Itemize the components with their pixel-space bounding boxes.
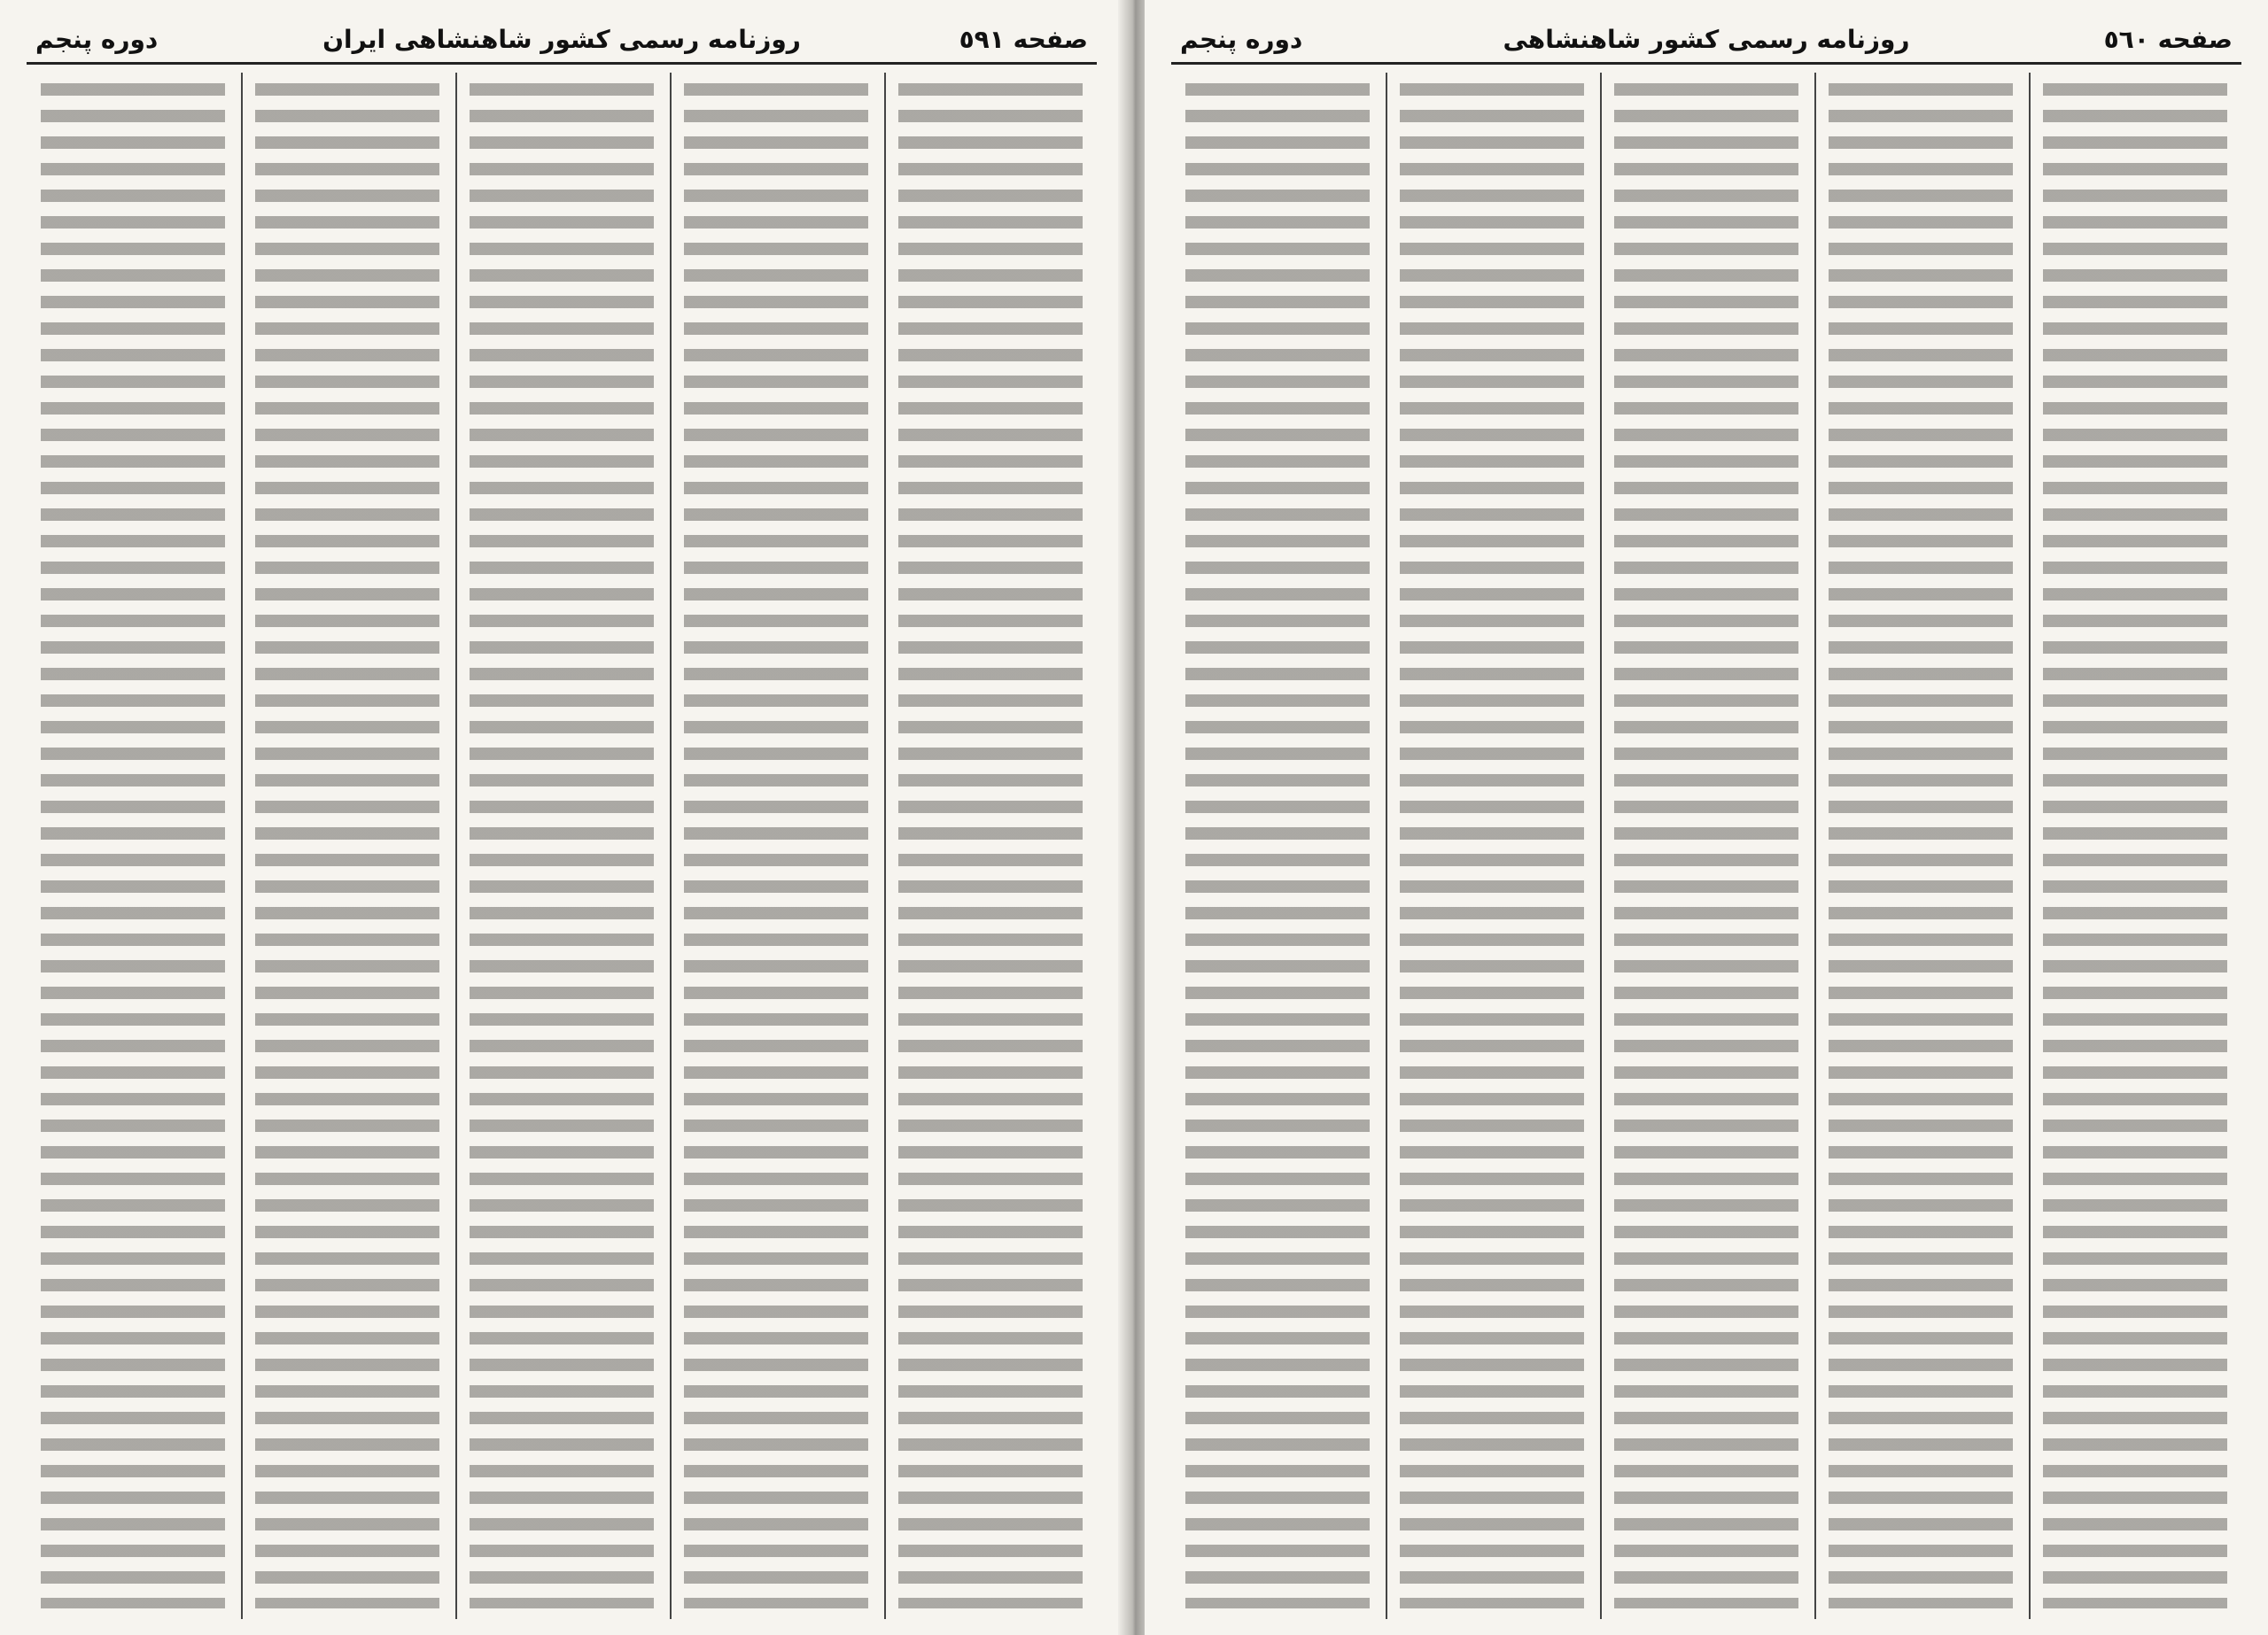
text-column [1814, 73, 2025, 1619]
text-column [28, 73, 237, 1619]
text-column [1386, 73, 1596, 1619]
left-period: دوره پنجم [35, 25, 159, 54]
left-page-number: صفحه ٥٩١ [959, 25, 1088, 54]
left-columns [27, 73, 1097, 1619]
left-page [0, 0, 1123, 1635]
text-column [2029, 73, 2240, 1619]
right-page [1145, 0, 2268, 1635]
right-page-header [1171, 19, 2241, 65]
text-column [670, 73, 881, 1619]
left-page-header [27, 19, 1097, 65]
right-period: دوره پنجم [1180, 25, 1303, 54]
text-column [1173, 73, 1382, 1619]
right-page-number: صفحه ٥٦٠ [2103, 25, 2233, 54]
right-columns [1171, 73, 2241, 1619]
text-column [884, 73, 1095, 1619]
text-column [241, 73, 452, 1619]
text-column [1600, 73, 1811, 1619]
right-newspaper-title: روزنامه رسمی کشور شاهنشاهی [1503, 25, 1910, 54]
text-column [455, 73, 666, 1619]
left-newspaper-title: روزنامه رسمی کشور شاهنشاهی ایران [322, 25, 801, 54]
